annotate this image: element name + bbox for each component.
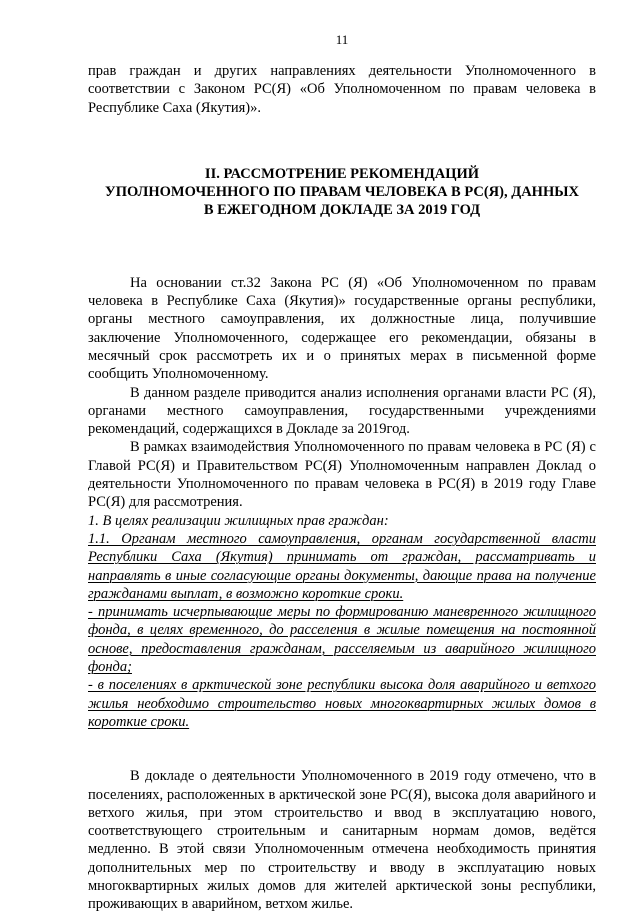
paragraph-interaction: В рамках взаимодействия Уполномоченного по правам человека в РС (Я) с Главой РС(Я) и Правительством РС(Я) Уполномоченным направлен Доклад о деятельности Уполномоченного по правам человека в РС(Я) в 2019 году Главе РС(Я) для рассмотрения.	[88, 439, 596, 511]
recommendation-item-dash-2: - в поселениях в арктической зоне республики высока доля аварийного и ветхого жилья необходимо строительство новых многоквартирных жилых домов в короткие сроки.	[88, 677, 596, 730]
recommendation-item-dash-1: - принимать исчерпывающие меры по формированию маневренного жилищного фонда, в целях временного, до расселения в жилые помещения на постоянной основе, предоставления гражданам, расселяемым из аварийного жилищного фонда;	[88, 604, 596, 676]
paragraph-legal-basis: На основании ст.32 Закона РС (Я) «Об Уполномоченном по правам человека в Республике Саха (Якутия)» государственные органы республики, органы местного самоуправления, их должностные лица, получившие заключение Уполномоченного, содержащее его рекомендации, обязаны в месячный срок рассмотреть их и о принятых мерах в письменной форме сообщить Уполномоченному.	[88, 274, 596, 383]
recommendation-item-1-1: 1.1. Органам местного самоуправления, органам государственной власти Республики Саха (Якутия) принимать от граждан, рассматривать и направлять в иные согласующие органы документы, дающие права на получение гражданами выплат, в возможно короткие сроки.	[88, 530, 596, 602]
section-heading: II. РАССМОТРЕНИЕ РЕКОМЕНДАЦИЙ УПОЛНОМОЧЕННОГО ПО ПРАВАМ ЧЕЛОВЕКА В РС(Я), ДАННЫХ В ЕЖЕГОДНОМ ДОКЛАДЕ ЗА 2019 ГОД	[105, 165, 579, 219]
page-number: 11	[335, 32, 349, 47]
recommendation-title: 1. В целях реализации жилищных прав граждан:	[88, 512, 389, 529]
intro-paragraph: прав граждан и других направлениях деятельности Уполномоченного в соответствии с Законом РС(Я) «Об Уполномоченном по правам человека в Республике Саха (Якутия)».	[88, 63, 596, 116]
paragraph-analysis: В данном разделе приводится анализ исполнения органами власти РС (Я), органами местного самоуправления, государственными учреждениями рекомендаций, содержащихся в Докладе за 2019год.	[88, 384, 596, 438]
document-page	[88, 32, 596, 914]
paragraph-report-note: В докладе о деятельности Уполномоченного в 2019 году отмечено, что в поселениях, расположенных в арктической зоне РС(Я), высока доля аварийного и ветхого жилья, при этом строительство и ввод в эксплуатацию нового, соответствующего строительным и санитарным нормам домов, ведётся медленно. В этой связи Уполномоченным отмечена необходимость принятия дополнительных мер по строительству и вводу в эксплуатацию новых многоквартирных жилых домов для жителей арктической зоны республики, проживающих в аварийном, ветхом жилье.	[88, 768, 596, 913]
